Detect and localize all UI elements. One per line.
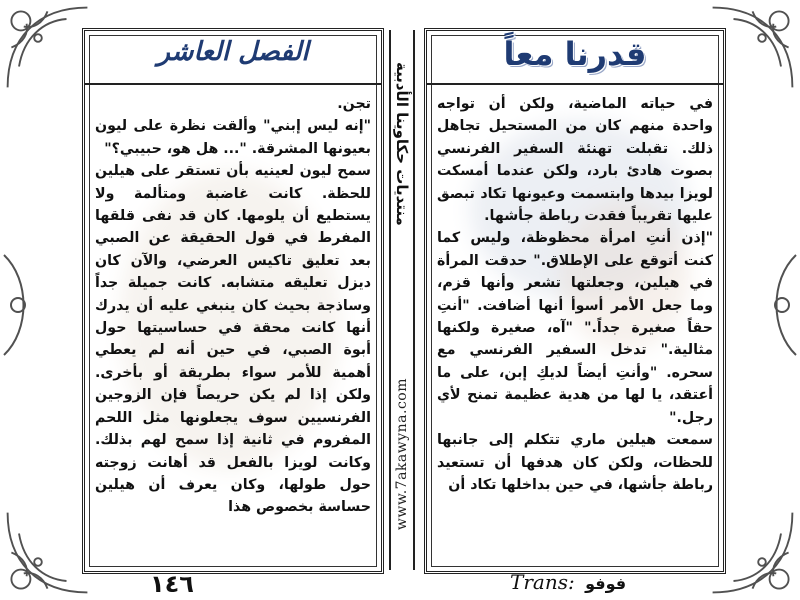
right-page-header [427, 31, 723, 85]
ornament-middle-right-icon [760, 250, 800, 360]
page-number: ١٤٦ [150, 570, 194, 598]
book-title: قدرنا معاً [503, 35, 647, 73]
left-page-frame [82, 28, 384, 574]
right-paragraph: سمعت هيلين ماري تتكلم إلى جانبها للحظات، ولكن كان هدفها أن تستعيد رباطة جأشها، في حين بداخلها تكاد أن [437, 432, 713, 493]
right-paragraph: "إذن أنتِ امرأة محظوظة، وليس كما كنت أتوقع على الإطلاق." حدقت المرأة في هيلين، وجعلتها تشعر وأنها قزم، وما جعل الأمر أسوأ أنها أضافت. "أنتِ حقاً صغيرة جداً." "آه، صغيرة ولكنها مثالية." تدخل السفير الفرنسي مع سحره. "وأنتِ أيضاً لديكِ إبن، على ما أعتقد، يا لها من هدية عظيمة تمنح لأي رجل." [437, 230, 713, 426]
left-paragraph: تجن. [337, 96, 371, 112]
right-paragraph: في حياته الماضية، ولكن أن تواجه واحدة منهم كان من المستحيل تجاهل ذلك. تقبلت تهنئة السفير الفرنسي بصوت هادئ بارد، ولكن عندما أمسكت لويزا بيدها وابتسمت وعيونها تكاد تبصق عليها تقريباً فقدت رباطة جأشها. [437, 96, 713, 225]
left-paragraph: "إنه ليس إبني" وألقت نظرة على ليون بعيونها المشرقة. "... هل هو، حبيبي؟" [95, 118, 371, 157]
chapter-title: الفصل العاشر [157, 37, 309, 67]
left-page-text [95, 93, 371, 561]
ornament-middle-left-icon [0, 250, 40, 360]
translator-label: Trans: [510, 570, 575, 594]
ornament-top-left-icon [0, 0, 95, 95]
right-page-text [437, 93, 713, 561]
left-page-header [85, 31, 381, 85]
forum-name: منتديات حكاوينا الأدبية [393, 62, 411, 226]
book-spine [384, 30, 420, 570]
forum-url: www.7akawyna.com [394, 377, 410, 530]
translator-credit [510, 570, 626, 594]
translator-name: فوفو [585, 574, 627, 593]
right-page-frame [424, 28, 726, 574]
left-paragraph: سمح ليون لعينيه بأن تستقر على هيلين للحظة. كانت غاضبة ومتألمة ولا يستطيع أن يلومها. كان قد نفى قلقها المفرط في قول الحقيقة عن الصبي بعد تعليق تاكيس العرضي، والآن كان ديزل تعليقه متشابه. كانت جميلة جداً وساذجة بحيث كان ينبغي عليه أن يدرك أنها كانت محقة في حساسيتها حول أبوة الصبي، في حين أنه لم يعطي أهمية للأمر سواء بطريقة أو بأخرى. ولكن إذا لم يكن حريصاً فإن الزوجين الفرنسيين سوف يجعلونها مثل اللحم المفروم في ثانية إذا سمح لهم بذلك. وكانت لويزا بالفعل قد أهانت زوجته حول طولها، وكان يعرف أن هيلين حساسة بخصوص هذا [95, 163, 371, 516]
ornament-bottom-left-icon [0, 505, 95, 600]
